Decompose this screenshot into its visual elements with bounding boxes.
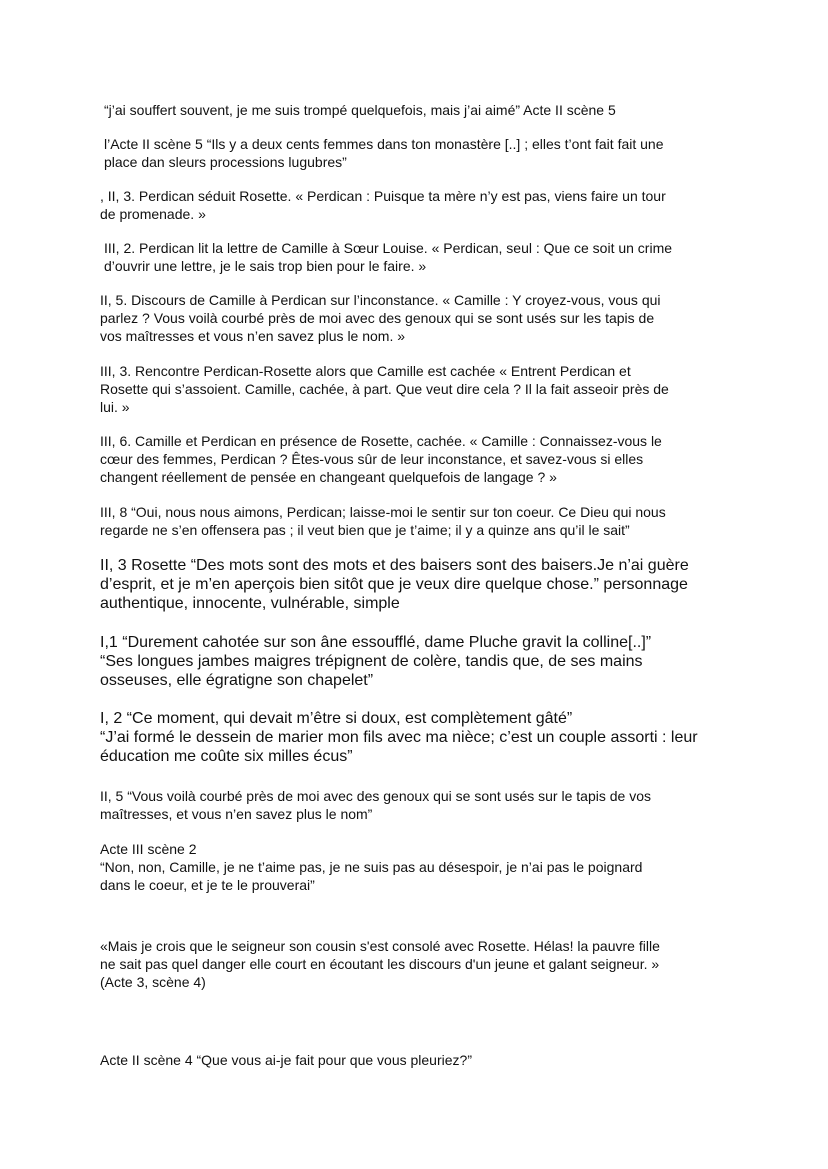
text-line: Rosette qui s’assoient. Camille, cachée, à part. Que veut dire cela ? Il la fait asseoir près de (100, 381, 669, 397)
text-line: II, 5. Discours de Camille à Perdican sur l’inconstance. « Camille : Y croyez-vous, vous qui (100, 292, 661, 308)
text-line: parlez ? Vous voilà courbé près de moi avec des genoux qui se sont usés sur les tapis de (100, 310, 655, 326)
quote-paragraph-15 (100, 1051, 728, 1069)
text-line: authentique, innocente, vulnérable, simple (100, 595, 400, 612)
text-line: lui. » (100, 399, 130, 415)
text-line: dans le coeur, et je te le prouverai” (100, 877, 315, 893)
quote-paragraph-14 (100, 937, 728, 991)
text-line: I,1 “Durement cahotée sur son âne essoufflé, dame Pluche gravit la colline[..]” (100, 634, 652, 651)
quote-paragraph-12 (100, 787, 728, 823)
text-line: de promenade. » (100, 206, 206, 222)
text-line: l’Acte II scène 5 “Ils y a deux cents femmes dans ton monastère [..] ; elles t’ont fait fait une (104, 136, 664, 152)
text-line: “j’ai souffert souvent, je me suis trompé quelquefois, mais j’ai aimé” Acte II scène 5 (104, 102, 616, 118)
quote-paragraph-4 (104, 239, 732, 275)
text-line: (Acte 3, scène 4) (100, 974, 206, 990)
text-line: regarde ne s’en offensera pas ; il veut bien que je t’aime; il y a quinze ans qu’il le sait” (100, 522, 630, 538)
quote-paragraph-9 (100, 556, 732, 613)
text-line: vos maîtresses et vous n’en savez plus le nom. » (100, 328, 406, 344)
quote-paragraph-2 (104, 135, 732, 171)
text-line: III, 8 “Oui, nous nous aimons, Perdican; laisse-moi le sentir sur ton coeur. Ce Dieu qui nous (100, 504, 666, 520)
text-line: II, 3 Rosette “Des mots sont des mots et des baisers sont des baisers.Je n’ai guère (100, 557, 689, 574)
text-line: maîtresses, et vous n’en savez plus le nom” (100, 806, 373, 822)
text-line: “J’ai formé le dessein de marier mon fils avec ma nièce; c’est un couple assorti : leur (100, 729, 698, 746)
quote-paragraph-8 (100, 503, 728, 539)
quote-paragraph-13 (100, 840, 728, 894)
text-line: III, 2. Perdican lit la lettre de Camille à Sœur Louise. « Perdican, seul : Que ce soit un crime (104, 240, 673, 256)
quote-paragraph-3 (100, 187, 728, 223)
quote-paragraph-1 (104, 101, 732, 119)
text-line: I, 2 “Ce moment, qui devait m’être si doux, est complètement gâté” (100, 710, 573, 727)
quote-paragraph-6 (100, 362, 728, 416)
text-line: , II, 3. Perdican séduit Rosette. « Perdican : Puisque ta mère n’y est pas, viens faire un tour (100, 188, 666, 204)
text-line: III, 3. Rencontre Perdican-Rosette alors que Camille est cachée « Entrent Perdican et (100, 363, 631, 379)
text-line: “Non, non, Camille, je ne t’aime pas, je ne suis pas au désespoir, je n’ai pas le poignard (100, 859, 643, 875)
quote-paragraph-10 (100, 633, 732, 690)
text-line: osseuses, elle égratigne son chapelet” (100, 672, 374, 689)
quote-paragraph-5 (100, 291, 728, 345)
text-line: Acte III scène 2 (100, 841, 197, 857)
quote-paragraph-7 (100, 432, 728, 486)
text-line: “Ses longues jambes maigres trépignent de colère, tandis que, de ses mains (100, 653, 643, 670)
text-line: d’esprit, et je m’en aperçois bien sitôt que je veux dire quelque chose.” personnage (100, 576, 688, 593)
text-line: changent réellement de pensée en changeant quelquefois de langage ? » (100, 469, 557, 485)
text-line: III, 6. Camille et Perdican en présence de Rosette, cachée. « Camille : Connaissez-vous le (100, 433, 662, 449)
quote-paragraph-11 (100, 709, 732, 766)
text-line: II, 5 “Vous voilà courbé près de moi avec des genoux qui se sont usés sur le tapis de vos (100, 788, 651, 804)
text-line: Acte II scène 4 “Que vous ai-je fait pour que vous pleuriez?” (100, 1052, 472, 1068)
text-line: éducation me coûte six milles écus” (100, 748, 353, 765)
text-line: cœur des femmes, Perdican ? Êtes-vous sûr de leur inconstance, et savez-vous si elles (100, 451, 644, 467)
text-line: d’ouvrir une lettre, je le sais trop bien pour le faire. » (104, 258, 427, 274)
text-line: ne sait pas quel danger elle court en écoutant les discours d'un jeune et galant seigneur. » (100, 956, 660, 972)
text-line: «Mais je crois que le seigneur son cousin s'est consolé avec Rosette. Hélas! la pauvre fille (100, 938, 660, 954)
text-line: place dan sleurs processions lugubres” (104, 154, 347, 170)
